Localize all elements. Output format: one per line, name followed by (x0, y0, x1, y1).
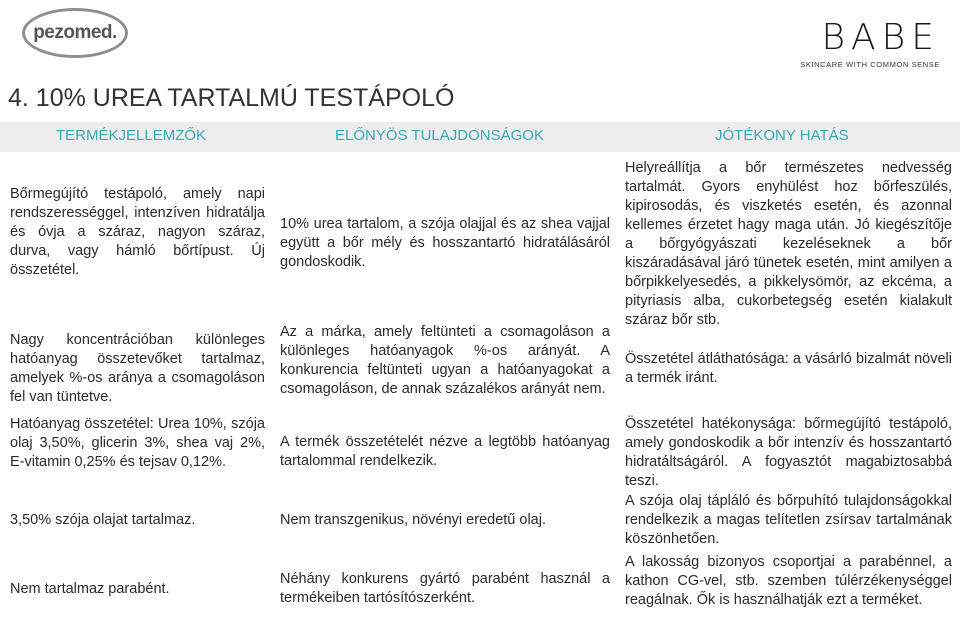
column-header-termekjellemzok: TERMÉKJELLEMZŐK (56, 127, 207, 144)
row5-product-feature: Nem tartalmaz parabént. (10, 581, 170, 597)
row1-product-feature: Bőrmegújító testápoló, amely napi rendszerességgel, intenzíven hidratálja és óvja a száraz, nagyon száraz, durva, vagy hámló bőrtípust. Új összetétel. (10, 186, 265, 278)
babe-logo-tagline: SKINCARE WITH COMMON SENSE (800, 60, 940, 69)
row5-benefit: A lakosság bizonyos csoportjai a parabénnel, a kathon CG-vel, stb. szemben túlérzékenységgel reagálnak. Ők is használhatják ezt a terméket. (625, 554, 952, 608)
pezomed-logo (22, 8, 128, 58)
row4-product-feature: 3,50% szója olajat tartalmaz. (10, 512, 196, 528)
row4-advantage: Nem transzgenikus, növényi eredetű olaj. (280, 512, 546, 528)
row5-advantage: Néhány konkurens gyártó parabént használ a termékeiben tartósítószerként. (280, 571, 610, 606)
row3-product-feature: Hatóanyag összetétel: Urea 10%, szója olaj 3,50%, glicerin 3%, shea vaj 2%, E-vitamin 0,25% és tejsav 0,12%. (10, 416, 265, 470)
column-header-jotekony-hatas: JÓTÉKONY HATÁS (715, 127, 849, 144)
babe-logo-word: BABE (821, 17, 940, 58)
row1-advantage: 10% urea tartalom, a szója olajjal és az shea vajjal együtt a bőr mély és hosszantartó hidratálásáról gondoskodik. (280, 216, 610, 270)
pezomed-logo-text: pezomed. (33, 22, 117, 43)
babe-logo (800, 18, 940, 69)
row2-advantage: Az a márka, amely feltünteti a csomagoláson a különleges hatóanyagok %-os arányát. A konkurencia feltünteti ugyan a hatóanyagokat a csomagoláson, de annak százalékos arányát nem. (280, 324, 610, 397)
column-header-elonyos-tulajdonsagok: ELŐNYÖS TULAJDONSÁGOK (335, 127, 544, 144)
page-title: 4. 10% UREA TARTALMÚ TESTÁPOLÓ (8, 84, 455, 112)
row2-product-feature: Nagy koncentrációban különleges hatóanyag összetevőket tartalmaz, amelyek %-os aránya a csomagoláson fel van tüntetve. (10, 332, 265, 405)
row3-advantage: A termék összetételét nézve a legtöbb hatóanyag tartalommal rendelkezik. (280, 434, 610, 469)
row3-benefit: Összetétel hatékonysága: bőrmegújító testápoló, amely gondoskodik a bőr intenzív és hosszantartó hidratáltságáról. A fogyasztót magabiztosabbá teszi. (625, 416, 952, 489)
row4-benefit: A szója olaj tápláló és bőrpuhító tulajdonságokkal rendelkezik a magas telítetlen zsírsav tartalmának köszönhetően. (625, 493, 952, 547)
row1-benefit: Helyreállítja a bőr természetes nedvesség tartalmát. Gyors enyhülést hoz bőrfeszülés, kipirosodás, és viszketés esetén, és azonnal kellemes érzetet hagy maga után. Jó kiegészítője a bőrgyógyászati kezeléseknek a bőr kiszáradásával járó tünetek esetén, mint amilyen a bőrpikkelyesedés, a pikkelysömör, az ekcéma, a pityriasis alba, cukorbetegség esetén kialakult száraz bőr stb. (625, 160, 952, 328)
row2-benefit: Összetétel átláthatósága: a vásárló bizalmát növeli a termék iránt. (625, 351, 952, 386)
